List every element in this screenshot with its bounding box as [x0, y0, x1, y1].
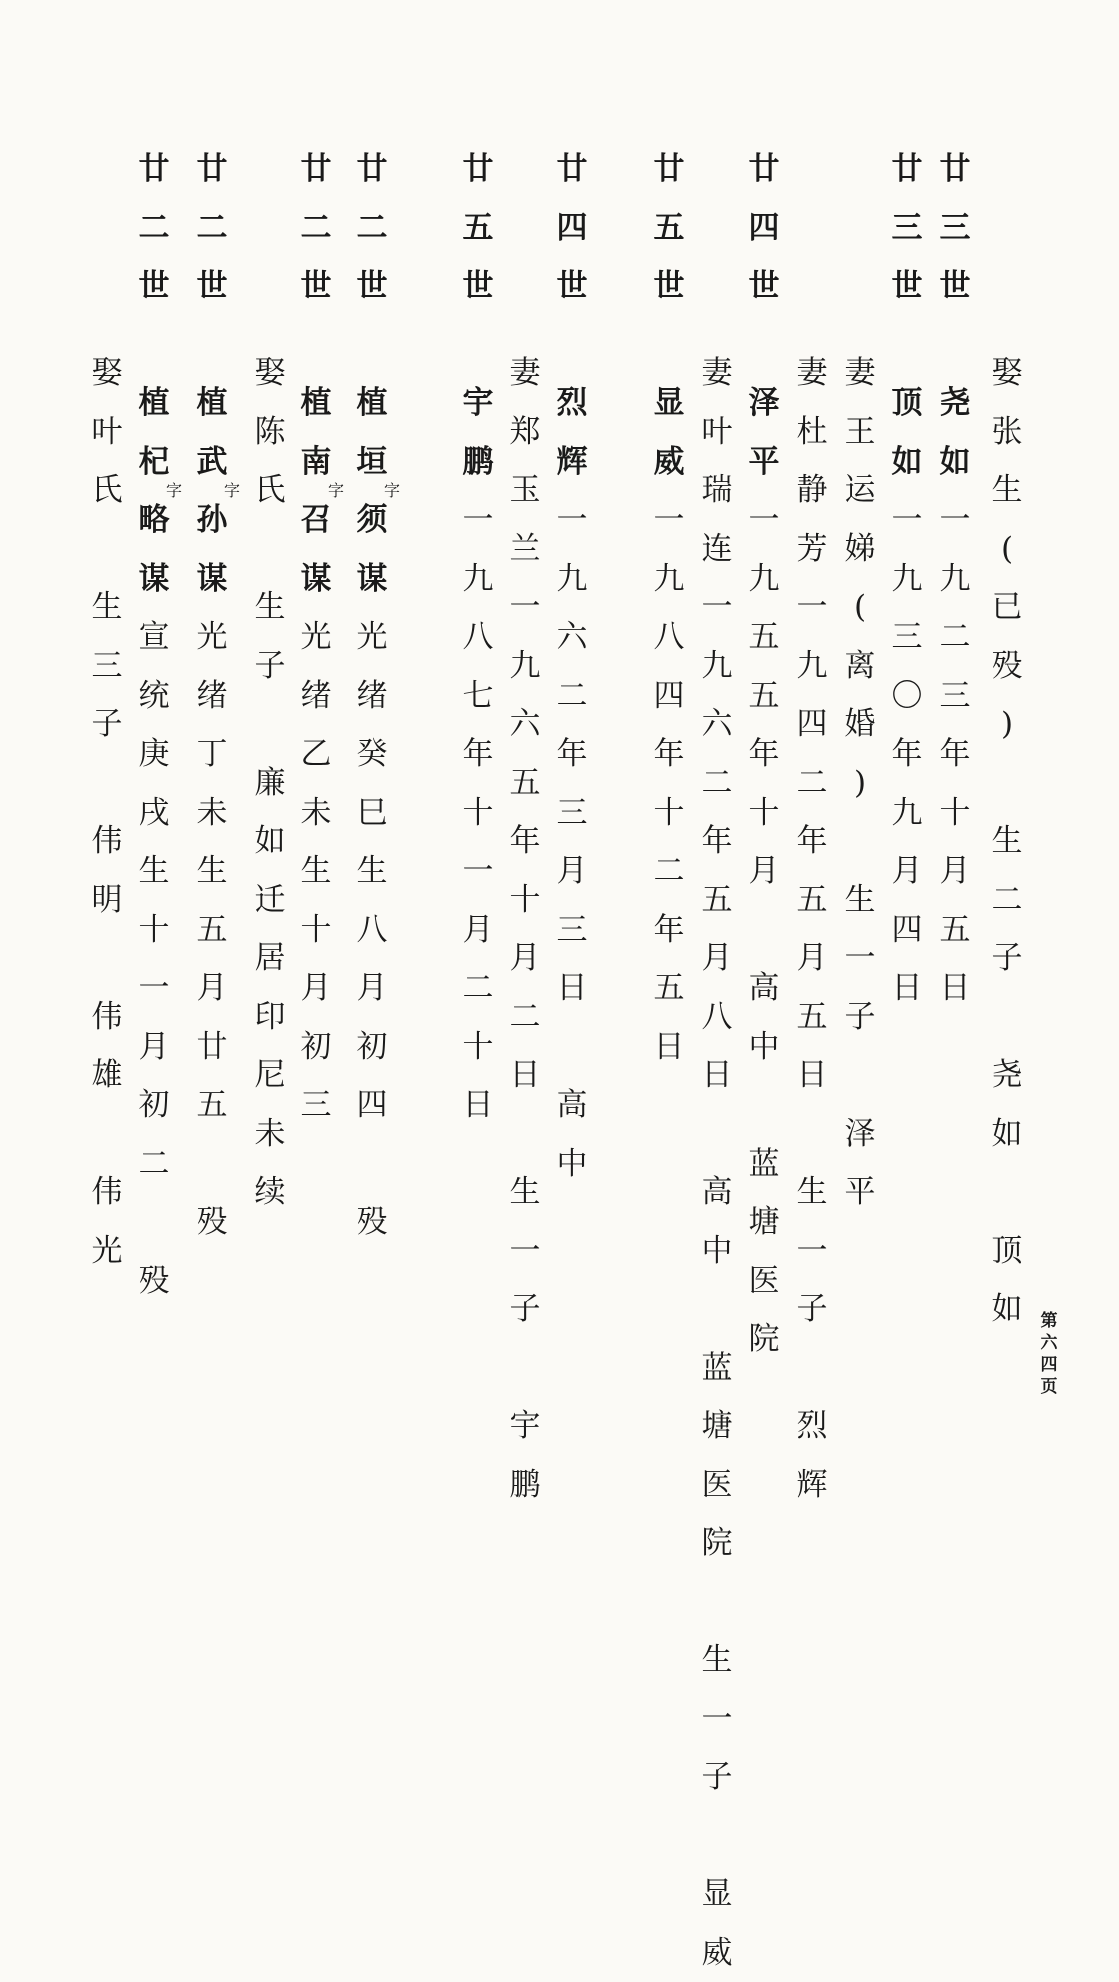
zi-mark: 字 [384, 481, 401, 500]
generation-entry: 廿 二 世 植 南 召 谋 光 绪 乙 未 生 十 月 初 三 [300, 151, 332, 1123]
zi-mark: 字 [166, 481, 183, 500]
zi-mark: 字 [328, 481, 345, 500]
generation-entry: 廿 二 世 植 杞 略 谋 宣 统 庚 戌 生 十 一 月 初 二 殁 [138, 151, 170, 1299]
generation-entry: 廿 三 世 顶 如 一 九 三 〇 年 九 月 四 日 [891, 151, 923, 1006]
spouse-note: 妻 王 运 娣 ( 离 婚 ) 生 一 子 泽 平 [844, 355, 876, 1210]
spouse-note: 妻 郑 玉 兰 一 九 六 五 年 十 月 二 日 生 一 子 宇 鹏 [509, 355, 541, 1503]
spouse-note: 娶 张 生 ( 已 殁 ) 生 二 子 尧 如 顶 如 [991, 355, 1023, 1327]
generation-entry: 廿 三 世 尧 如 一 九 二 三 年 十 月 五 日 [939, 151, 971, 1006]
spouse-note: 娶 叶 氏 生 三 子 伟 明 伟 雄 伟 光 [91, 355, 123, 1269]
generation-entry: 廿 五 世 显 威 一 九 八 四 年 十 二 年 五 日 [653, 151, 685, 1065]
page-number: 第 六 四 页 [1040, 1311, 1058, 1397]
generation-entry: 廿 二 世 植 武 孙 谋 光 绪 丁 未 生 五 月 廿 五 殁 [196, 151, 228, 1240]
spouse-note: 妻 叶 瑞 连 一 九 六 二 年 五 月 八 日 高 中 蓝 塘 医 院 生 一 子 显 威 [701, 355, 733, 1971]
generation-entry: 廿 二 世 植 垣 须 谋 光 绪 癸 巳 生 八 月 初 四 殁 [356, 151, 388, 1240]
generation-entry: 廿 四 世 烈 辉 一 九 六 二 年 三 月 三 日 高 中 [556, 151, 588, 1182]
spouse-note: 妻 杜 静 芳 一 九 四 二 年 五 月 五 日 生 一 子 烈 辉 [796, 355, 828, 1503]
spouse-note: 娶 陈 氏 生 子 廉 如 迁 居 印 尼 未 续 [254, 355, 286, 1210]
generation-entry: 廿 五 世 宇 鹏 一 九 八 七 年 十 一 月 二 十 日 [462, 151, 494, 1123]
zi-mark: 字 [224, 481, 241, 500]
generation-entry: 廿 四 世 泽 平 一 九 五 五 年 十 月 高 中 蓝 塘 医 院 [748, 151, 780, 1357]
